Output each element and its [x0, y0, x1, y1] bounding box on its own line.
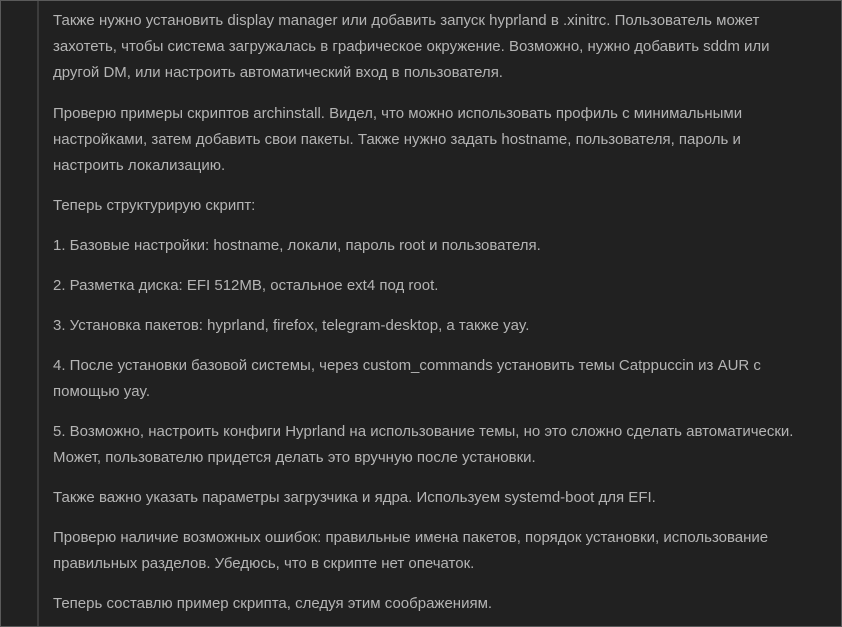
paragraph-line: Теперь составлю пример скрипта, следуя этим соображениям.: [53, 595, 493, 612]
reasoning-paragraph: [53, 353, 761, 405]
reasoning-paragraph: [53, 591, 492, 617]
paragraph-line: Проверю наличие возможных ошибок: правильные имена пакетов, порядок установки, использование: [53, 529, 769, 546]
paragraph-line: настроить локализацию.: [53, 157, 226, 174]
paragraph-line: 2. Разметка диска: EFI 512MB, остальное ext4 под root.: [53, 277, 439, 294]
paragraph-line: Также важно указать параметры загрузчика и ядра. Используем systemd-boot для EFI.: [53, 489, 656, 506]
reasoning-paragraph: [53, 193, 255, 219]
paragraph-line: захотеть, чтобы система загружалась в графическое окружение. Возможно, нужно добавить sddm или: [53, 38, 770, 55]
reasoning-paragraph: [53, 233, 541, 259]
paragraph-line: 5. Возможно, настроить конфиги Hyprland на использование темы, но это сложно сделать автоматически.: [53, 423, 794, 440]
reasoning-paragraph: [53, 101, 742, 179]
reasoning-paragraph: [53, 485, 656, 511]
paragraph-line: 4. После установки базовой системы, через custom_commands установить темы Catppuccin из AUR с: [53, 357, 761, 374]
paragraph-line: помощью yay.: [53, 383, 151, 400]
reasoning-paragraph: [53, 273, 438, 299]
reasoning-paragraph: [53, 8, 770, 86]
paragraph-line: настройками, затем добавить свои пакеты. Также нужно задать hostname, пользователя, пароль и: [53, 131, 741, 148]
reasoning-paragraph: [53, 419, 793, 471]
paragraph-line: Может, пользователю придется делать это вручную после установки.: [53, 449, 536, 466]
reasoning-paragraph: [53, 313, 529, 339]
paragraph-line: 1. Базовые настройки: hostname, локали, пароль root и пользователя.: [53, 237, 541, 254]
paragraph-line: Теперь структурирую скрипт:: [53, 197, 256, 214]
reasoning-paragraph: [53, 525, 768, 577]
paragraph-line: правильных разделов. Убедюсь, что в скрипте нет опечаток.: [53, 555, 475, 572]
reasoning-block: [37, 1, 827, 627]
paragraph-line: Также нужно установить display manager или добавить запуск hyprland в .xinitrc. Пользователь может: [53, 12, 760, 29]
paragraph-line: другой DM, или настроить автоматический вход в пользователя.: [53, 64, 503, 81]
paragraph-line: Проверю примеры скриптов archinstall. Видел, что можно использовать профиль с минимальными: [53, 105, 743, 122]
paragraph-line: 3. Установка пакетов: hyprland, firefox, telegram-desktop, а также yay.: [53, 317, 530, 334]
